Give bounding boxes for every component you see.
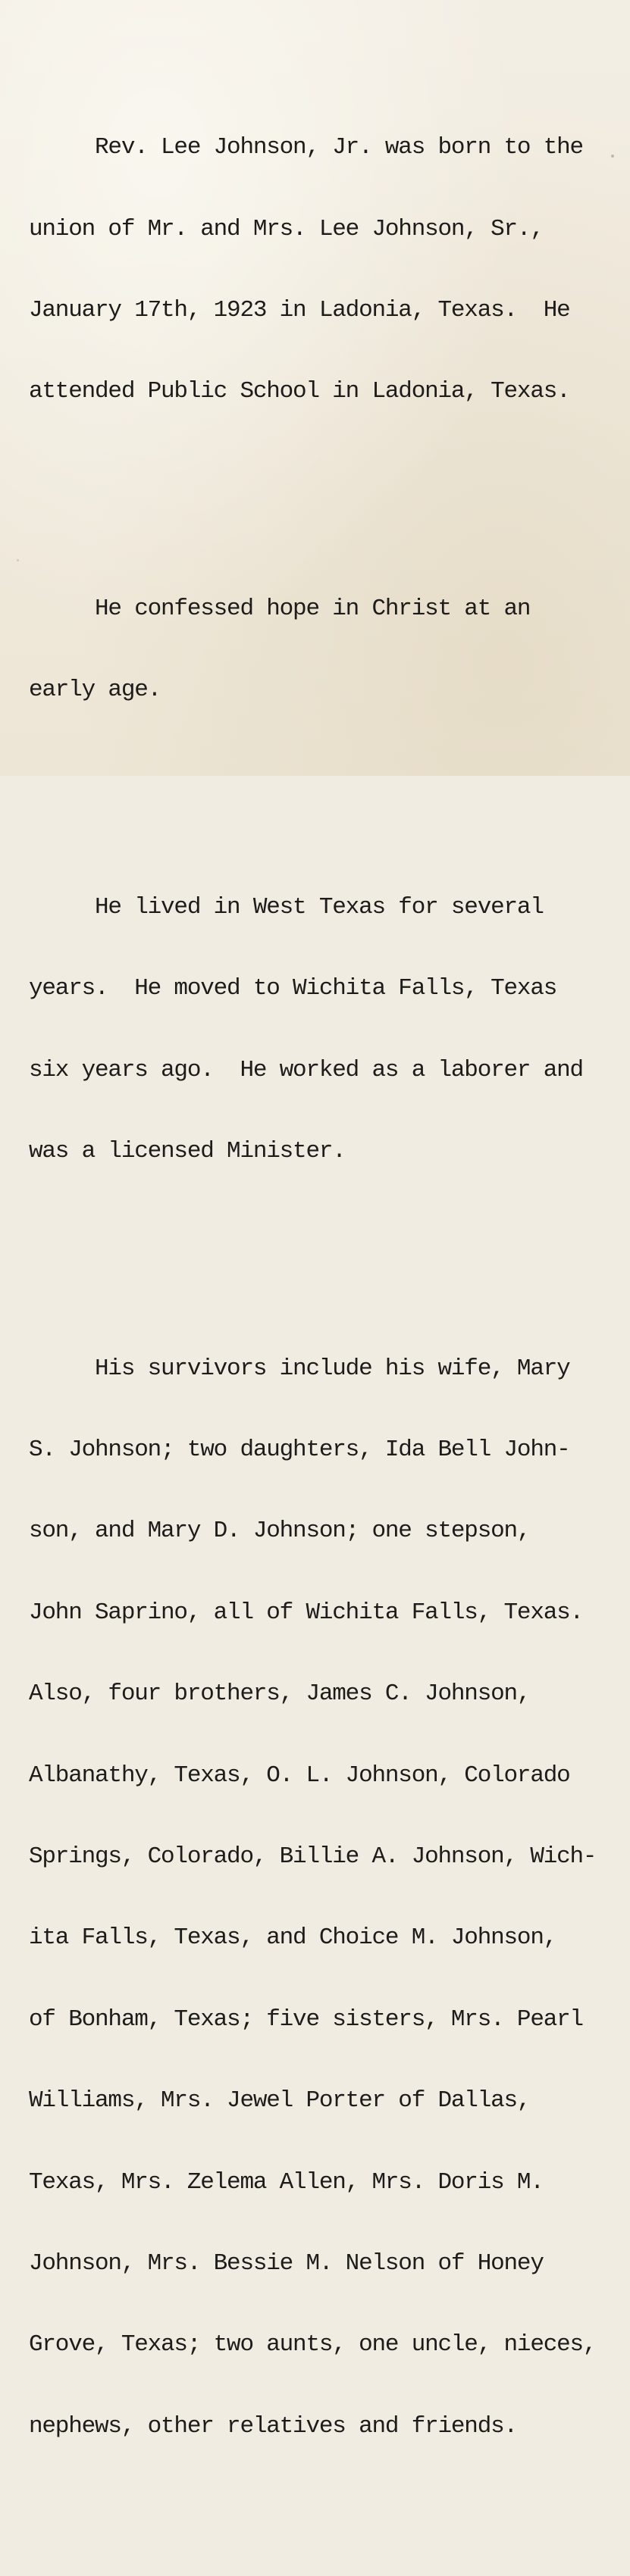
- text-line: years. He moved to Wichita Falls, Texas: [29, 975, 557, 1002]
- paragraph-birth: [29, 80, 620, 460]
- text-line: Grove, Texas; two aunts, one uncle, nieces,: [29, 2331, 597, 2359]
- text-line: son, and Mary D. Johnson; one stepson,: [29, 1518, 531, 1545]
- text-line: Also, four brothers, James C. Johnson,: [29, 1680, 531, 1708]
- paragraph-life: [29, 839, 620, 1219]
- text-line: Rev. Lee Johnson, Jr. was born to the: [29, 134, 583, 161]
- text-line: attended Public School in Ladonia, Texas.: [29, 378, 570, 405]
- paper-speck: [17, 559, 19, 561]
- text-line: S. Johnson; two daughters, Ida Bell John-: [29, 1436, 570, 1464]
- text-line: of Bonham, Texas; five sisters, Mrs. Pearl: [29, 2005, 583, 2033]
- text-line: Albanathy, Texas, O. L. Johnson, Colorado: [29, 1762, 570, 1789]
- text-line: He confessed hope in Christ at an: [29, 595, 531, 622]
- obituary-text: [29, 26, 620, 2576]
- text-line: early age.: [29, 677, 161, 704]
- text-line: ita Falls, Texas, and Choice M. Johnson,: [29, 1924, 557, 1952]
- text-line: Johnson, Mrs. Bessie M. Nelson of Honey: [29, 2249, 544, 2277]
- text-line: six years ago. He worked as a laborer and: [29, 1056, 583, 1083]
- text-line: January 17th, 1923 in Ladonia, Texas. He: [29, 296, 570, 324]
- text-line: Williams, Mrs. Jewel Porter of Dallas,: [29, 2087, 531, 2115]
- text-line: nephews, other relatives and friends.: [29, 2412, 517, 2440]
- text-line: Texas, Mrs. Zelema Allen, Mrs. Doris M.: [29, 2168, 544, 2196]
- text-line: Springs, Colorado, Billie A. Johnson, Wich-: [29, 1843, 597, 1870]
- text-line: He lived in West Texas for several: [29, 893, 544, 921]
- text-line: union of Mr. and Mrs. Lee Johnson, Sr.,: [29, 215, 544, 242]
- text-line: His survivors include his wife, Mary: [29, 1355, 570, 1382]
- text-line: John Saprino, all of Wichita Falls, Texas.: [29, 1599, 583, 1626]
- text-line: was a licensed Minister.: [29, 1138, 346, 1165]
- paragraph-faith: [29, 541, 620, 758]
- paragraph-survivors: [29, 1301, 620, 2494]
